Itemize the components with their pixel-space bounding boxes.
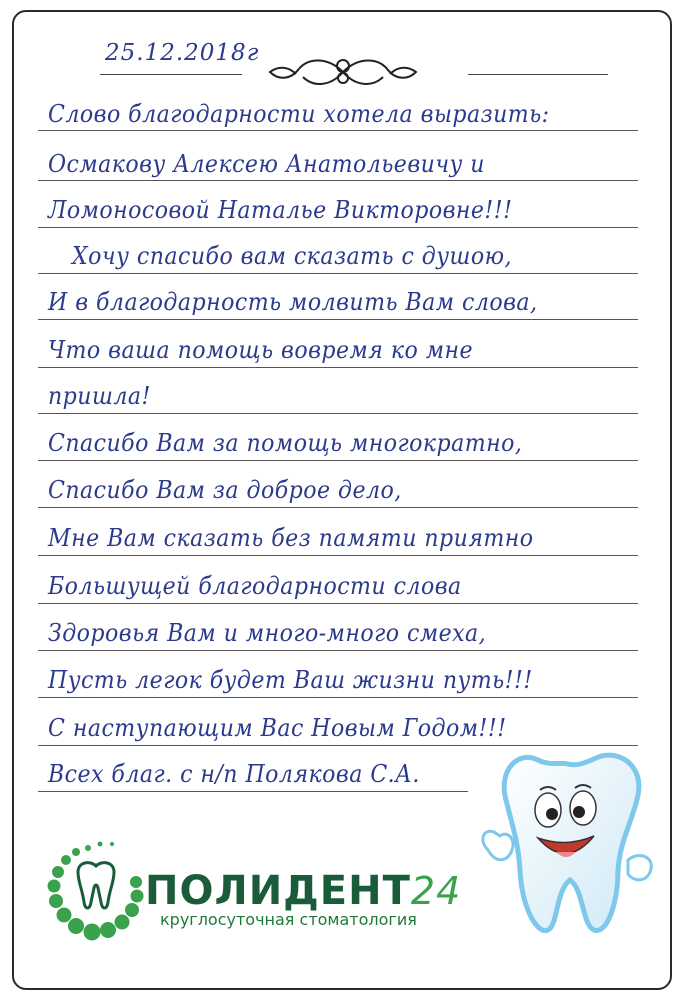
ruled-line xyxy=(38,507,638,508)
ruled-line xyxy=(38,413,638,414)
letter-line: Здоровья Вам и много-много смеха, xyxy=(48,619,487,647)
ruled-line xyxy=(38,273,638,274)
letter-line: Большущей благодарности слова xyxy=(48,572,462,600)
ruled-line xyxy=(38,697,638,698)
letter-line: Мне Вам сказать без памяти приятно xyxy=(48,524,534,552)
letter-line: Что ваша помощь вовремя ко мне xyxy=(48,336,474,364)
ruled-line xyxy=(38,555,638,556)
logo-tooth-icon xyxy=(78,863,114,908)
letter-line: Пусть легок будет Ваш жизни путь!!! xyxy=(48,666,533,694)
letter-line: Спасибо Вам за доброе дело, xyxy=(48,476,402,504)
letter-line: Слово благодарности хотела выразить: xyxy=(48,100,550,128)
ruled-line xyxy=(38,227,638,228)
letter-line: Спасибо Вам за помощь многократно, xyxy=(48,429,523,457)
ruled-line xyxy=(38,460,638,461)
letter-line: пришла! xyxy=(48,382,151,410)
brand-name xyxy=(145,868,461,914)
letter-line: Хочу спасибо вам сказать с душою, xyxy=(72,242,512,270)
ruled-line xyxy=(38,180,638,181)
letter-signature: Всех благ. с н/п Полякова С.А. xyxy=(48,760,420,788)
header-right-line xyxy=(468,74,608,75)
ornament-icon xyxy=(258,52,428,92)
date-underline xyxy=(100,74,242,75)
ruled-line xyxy=(38,130,638,131)
ruled-line xyxy=(38,319,638,320)
letter-line: Осмакову Алексею Анатольевичу и xyxy=(48,150,485,178)
brand-tagline: круглосуточная стоматология xyxy=(160,910,417,929)
letter-line: И в благодарность молвить Вам слова, xyxy=(48,288,538,316)
letter-line: Ломоносовой Наталье Викторовне!!! xyxy=(48,196,513,224)
logo-dots-icon xyxy=(48,842,144,941)
ruled-line xyxy=(38,367,638,368)
letter-line: С наступающим Вас Новым Годом!!! xyxy=(48,714,507,742)
tooth-mascot-icon xyxy=(478,740,668,945)
ruled-line xyxy=(38,650,638,651)
brand-word: ПОЛИДЕНТ xyxy=(145,868,411,914)
ruled-line xyxy=(38,603,638,604)
brand-number: 24 xyxy=(410,869,462,913)
ruled-line xyxy=(38,791,468,792)
letter-date: 25.12.2018г xyxy=(105,40,260,66)
